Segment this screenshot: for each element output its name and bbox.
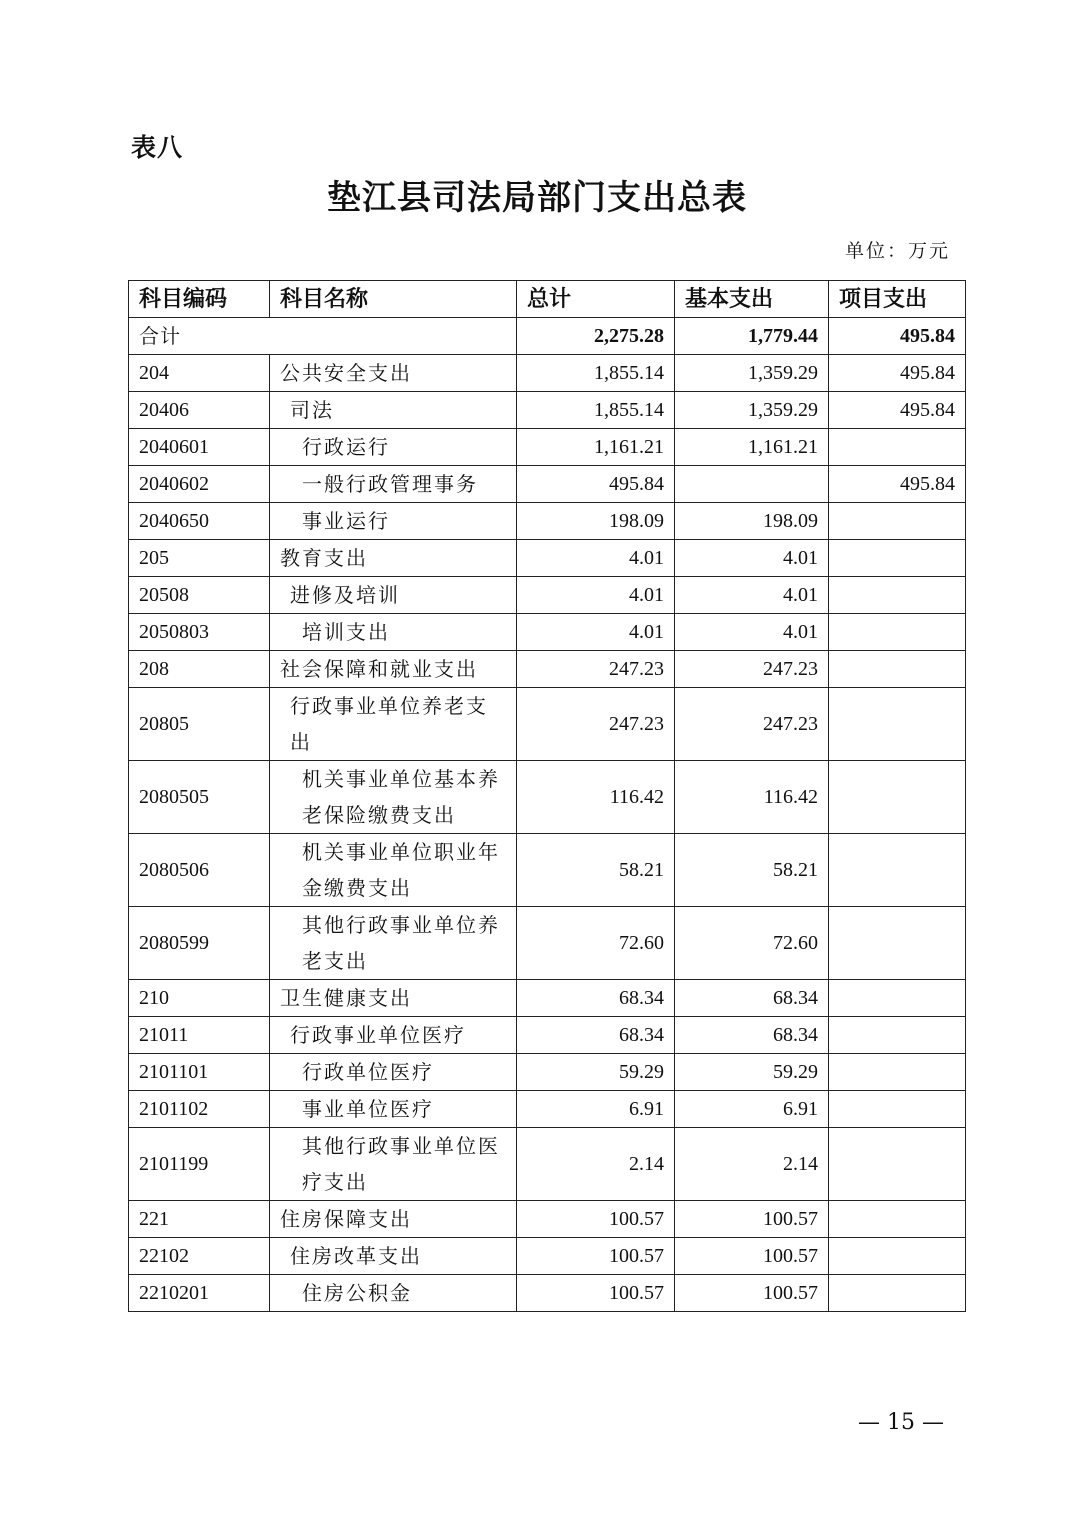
expenditure-table — [128, 280, 966, 1312]
cell-code: 2040601 — [129, 429, 270, 466]
cell-project — [829, 540, 966, 577]
table-row — [129, 688, 966, 761]
cell-name: 其他行政事业单位医疗支出 — [270, 1128, 517, 1201]
table-row — [129, 907, 966, 980]
cell-total: 68.34 — [517, 1017, 675, 1054]
cell-code: 2040650 — [129, 503, 270, 540]
cell-name: 事业运行 — [270, 503, 517, 540]
table-row — [129, 540, 966, 577]
cell-project — [829, 834, 966, 907]
cell-name: 卫生健康支出 — [270, 980, 517, 1017]
cell-basic: 247.23 — [675, 688, 829, 761]
cell-basic: 4.01 — [675, 577, 829, 614]
cell-name: 行政单位医疗 — [270, 1054, 517, 1091]
cell-name: 公共安全支出 — [270, 355, 517, 392]
cell-basic: 2.14 — [675, 1128, 829, 1201]
table-row — [129, 614, 966, 651]
cell-code: 2101199 — [129, 1128, 270, 1201]
cell-basic: 58.21 — [675, 834, 829, 907]
cell-name: 培训支出 — [270, 614, 517, 651]
cell-code: 2050803 — [129, 614, 270, 651]
table-row — [129, 1091, 966, 1128]
cell-total: 6.91 — [517, 1091, 675, 1128]
cell-name: 事业单位医疗 — [270, 1091, 517, 1128]
cell-project — [829, 980, 966, 1017]
cell-total: 198.09 — [517, 503, 675, 540]
table-row — [129, 834, 966, 907]
cell-project: 495.84 — [829, 392, 966, 429]
table-row — [129, 1128, 966, 1201]
cell-project — [829, 761, 966, 834]
cell-project — [829, 1128, 966, 1201]
total-row — [129, 318, 966, 355]
header-code: 科目编码 — [129, 281, 270, 318]
cell-basic: 198.09 — [675, 503, 829, 540]
total-project: 495.84 — [829, 318, 966, 355]
cell-total: 247.23 — [517, 651, 675, 688]
cell-basic: 4.01 — [675, 614, 829, 651]
table-row — [129, 1017, 966, 1054]
cell-basic: 72.60 — [675, 907, 829, 980]
cell-name: 行政事业单位医疗 — [270, 1017, 517, 1054]
cell-name: 住房改革支出 — [270, 1238, 517, 1275]
table-row — [129, 980, 966, 1017]
table-number-label: 表八 — [131, 133, 184, 162]
header-project: 项目支出 — [829, 281, 966, 318]
table-row — [129, 651, 966, 688]
cell-name: 司法 — [270, 392, 517, 429]
cell-basic: 1,359.29 — [675, 392, 829, 429]
cell-name: 行政运行 — [270, 429, 517, 466]
table-row — [129, 761, 966, 834]
cell-code: 221 — [129, 1201, 270, 1238]
cell-project — [829, 1238, 966, 1275]
cell-total: 2.14 — [517, 1128, 675, 1201]
cell-total: 100.57 — [517, 1238, 675, 1275]
cell-total: 495.84 — [517, 466, 675, 503]
cell-project — [829, 651, 966, 688]
table-row — [129, 466, 966, 503]
cell-project — [829, 614, 966, 651]
unit-label: 单位：万元 — [844, 240, 950, 262]
cell-code: 21011 — [129, 1017, 270, 1054]
cell-code: 22102 — [129, 1238, 270, 1275]
cell-basic: 4.01 — [675, 540, 829, 577]
cell-code: 204 — [129, 355, 270, 392]
table-row — [129, 355, 966, 392]
table-row — [129, 577, 966, 614]
cell-total: 4.01 — [517, 577, 675, 614]
cell-code: 2101101 — [129, 1054, 270, 1091]
table-row — [129, 503, 966, 540]
cell-total: 116.42 — [517, 761, 675, 834]
cell-project — [829, 1201, 966, 1238]
cell-basic: 6.91 — [675, 1091, 829, 1128]
cell-code: 20508 — [129, 577, 270, 614]
cell-name: 其他行政事业单位养老支出 — [270, 907, 517, 980]
cell-project — [829, 503, 966, 540]
cell-total: 100.57 — [517, 1201, 675, 1238]
table-row — [129, 1201, 966, 1238]
cell-code: 2080506 — [129, 834, 270, 907]
cell-total: 1,855.14 — [517, 392, 675, 429]
table-row — [129, 1238, 966, 1275]
table-row — [129, 429, 966, 466]
cell-project — [829, 1091, 966, 1128]
header-basic: 基本支出 — [675, 281, 829, 318]
cell-basic: 68.34 — [675, 1017, 829, 1054]
cell-total: 58.21 — [517, 834, 675, 907]
header-total: 总计 — [517, 281, 675, 318]
total-total: 2,275.28 — [517, 318, 675, 355]
cell-project — [829, 577, 966, 614]
cell-name: 进修及培训 — [270, 577, 517, 614]
cell-project: 495.84 — [829, 466, 966, 503]
cell-name: 机关事业单位职业年金缴费支出 — [270, 834, 517, 907]
cell-basic: 116.42 — [675, 761, 829, 834]
cell-code: 2101102 — [129, 1091, 270, 1128]
cell-name: 教育支出 — [270, 540, 517, 577]
cell-basic: 68.34 — [675, 980, 829, 1017]
cell-code: 208 — [129, 651, 270, 688]
cell-total: 1,161.21 — [517, 429, 675, 466]
cell-basic: 59.29 — [675, 1054, 829, 1091]
cell-basic: 1,161.21 — [675, 429, 829, 466]
page-number: — 15 — — [858, 1410, 944, 1435]
cell-basic: 247.23 — [675, 651, 829, 688]
cell-name: 行政事业单位养老支出 — [270, 688, 517, 761]
table-header-row — [129, 281, 966, 318]
table-row — [129, 1054, 966, 1091]
cell-total: 68.34 — [517, 980, 675, 1017]
cell-basic: 1,359.29 — [675, 355, 829, 392]
cell-basic: 100.57 — [675, 1238, 829, 1275]
cell-total: 4.01 — [517, 614, 675, 651]
cell-basic: 100.57 — [675, 1201, 829, 1238]
cell-code: 2080505 — [129, 761, 270, 834]
total-basic: 1,779.44 — [675, 318, 829, 355]
cell-code: 20805 — [129, 688, 270, 761]
cell-code: 205 — [129, 540, 270, 577]
table-row — [129, 392, 966, 429]
cell-code: 20406 — [129, 392, 270, 429]
cell-total: 72.60 — [517, 907, 675, 980]
cell-name: 社会保障和就业支出 — [270, 651, 517, 688]
cell-total: 1,855.14 — [517, 355, 675, 392]
cell-project — [829, 1054, 966, 1091]
cell-project — [829, 429, 966, 466]
cell-code: 2080599 — [129, 907, 270, 980]
cell-name: 一般行政管理事务 — [270, 466, 517, 503]
cell-basic — [675, 466, 829, 503]
header-name: 科目名称 — [270, 281, 517, 318]
cell-total: 4.01 — [517, 540, 675, 577]
cell-name: 住房保障支出 — [270, 1201, 517, 1238]
cell-name: 住房公积金 — [270, 1275, 517, 1312]
cell-project — [829, 907, 966, 980]
cell-project — [829, 1017, 966, 1054]
cell-code: 2040602 — [129, 466, 270, 503]
cell-code: 210 — [129, 980, 270, 1017]
cell-basic: 100.57 — [675, 1275, 829, 1312]
page-title: 垫江县司法局部门支出总表 — [327, 178, 747, 218]
cell-total: 247.23 — [517, 688, 675, 761]
cell-total: 59.29 — [517, 1054, 675, 1091]
cell-name: 机关事业单位基本养老保险缴费支出 — [270, 761, 517, 834]
cell-project: 495.84 — [829, 355, 966, 392]
total-label: 合计 — [129, 318, 517, 355]
cell-code: 2210201 — [129, 1275, 270, 1312]
table-row — [129, 1275, 966, 1312]
cell-total: 100.57 — [517, 1275, 675, 1312]
cell-project — [829, 1275, 966, 1312]
cell-project — [829, 688, 966, 761]
